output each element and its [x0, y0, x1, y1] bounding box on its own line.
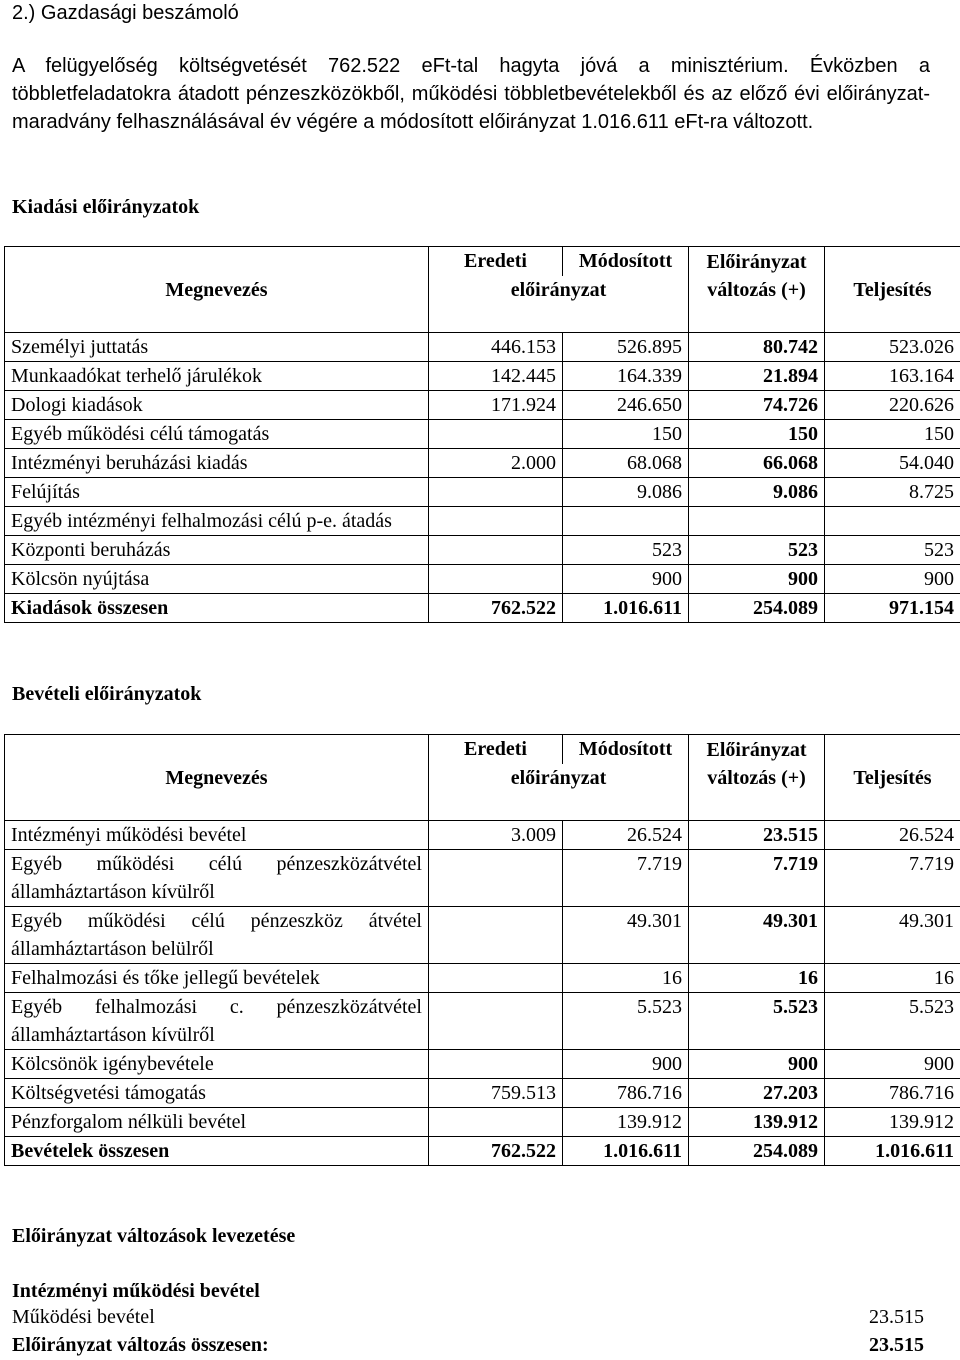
table-total-row: [5, 1137, 960, 1166]
row-original: 762.522: [429, 594, 563, 623]
row-original: 759.513: [429, 1079, 563, 1108]
row-fulfilment: 5.523: [825, 993, 960, 1050]
row-modified: 900: [563, 565, 689, 594]
intro-paragraph: A felügyelőség költségvetését 762.522 eFt-tal hagyta jóvá a minisztérium. Évközben a többletfeladatokra átadott pénzeszközökből, működési többletbevételekből és az előző évi előirányzat-maradvány felhasználásával év végére a módosított előirányzat 1.016.611 eFt-ra változott.: [12, 55, 930, 133]
row-name: Egyéb működési célú pénzeszköz átvétel államháztartáson belülről: [5, 907, 429, 964]
row-change: 66.068: [689, 449, 825, 478]
table-row: [5, 478, 960, 507]
row-change: 27.203: [689, 1079, 825, 1108]
row-modified: 900: [563, 1050, 689, 1079]
row-change: 150: [689, 420, 825, 449]
row-original: 171.924: [429, 391, 563, 420]
changes-total-row: [12, 1331, 924, 1359]
header-fulfilment: Teljesítés: [825, 247, 960, 333]
row-modified: 526.895: [563, 333, 689, 362]
table-row: [5, 850, 960, 907]
row-modified: 9.086: [563, 478, 689, 507]
changes-item-label: Működési bevétel: [12, 1306, 155, 1328]
row-name: Felújítás: [5, 478, 429, 507]
changes-item-row: [12, 1303, 924, 1331]
row-original: [429, 1108, 563, 1137]
row-change: 74.726: [689, 391, 825, 420]
row-change: 900: [689, 1050, 825, 1079]
table-row: [5, 391, 960, 420]
row-fulfilment: 971.154: [825, 594, 960, 623]
row-fulfilment: 54.040: [825, 449, 960, 478]
row-original: [429, 507, 563, 536]
row-fulfilment: 523.026: [825, 333, 960, 362]
row-name: Kiadások összesen: [5, 594, 429, 623]
table-row: [5, 821, 960, 850]
row-name: Kölcsön nyújtása: [5, 565, 429, 594]
row-modified: 139.912: [563, 1108, 689, 1137]
row-change: 21.894: [689, 362, 825, 391]
revenues-heading: Bevételi előirányzatok: [12, 683, 202, 705]
row-modified: 49.301: [563, 907, 689, 964]
table-row: [5, 333, 960, 362]
header-name: Megnevezés: [5, 247, 429, 333]
row-modified: 164.339: [563, 362, 689, 391]
row-original: [429, 964, 563, 993]
row-fulfilment: [825, 507, 960, 536]
table-row: [5, 565, 960, 594]
row-modified: 1.016.611: [563, 594, 689, 623]
row-change: 23.515: [689, 821, 825, 850]
table-row: [5, 1050, 960, 1079]
header-modified: Módosított: [563, 735, 689, 764]
row-original: [429, 850, 563, 907]
table-row: [5, 449, 960, 478]
row-fulfilment: 16: [825, 964, 960, 993]
changes-heading: Előirányzat változások levezetése: [12, 1225, 296, 1247]
table-row: [5, 507, 960, 536]
table-row: [5, 1079, 960, 1108]
row-original: [429, 420, 563, 449]
row-fulfilment: 139.912: [825, 1108, 960, 1137]
row-original: [429, 907, 563, 964]
table-row: [5, 362, 960, 391]
row-change: 9.086: [689, 478, 825, 507]
row-original: [429, 565, 563, 594]
section-title: 2.) Gazdasági beszámoló: [12, 2, 239, 24]
row-name: Költségvetési támogatás: [5, 1079, 429, 1108]
header-appropriation: előirányzat: [429, 764, 689, 821]
row-fulfilment: 900: [825, 565, 960, 594]
expenses-heading: Kiadási előirányzatok: [12, 196, 200, 218]
row-change: 523: [689, 536, 825, 565]
row-change: 5.523: [689, 993, 825, 1050]
row-name: Pénzforgalom nélküli bevétel: [5, 1108, 429, 1137]
row-original: 3.009: [429, 821, 563, 850]
row-change: 254.089: [689, 1137, 825, 1166]
header-fulfilment: Teljesítés: [825, 735, 960, 821]
row-fulfilment: 150: [825, 420, 960, 449]
row-modified: 246.650: [563, 391, 689, 420]
table-row: [5, 1108, 960, 1137]
row-name: Bevételek összesen: [5, 1137, 429, 1166]
row-name: Felhalmozási és tőke jellegű bevételek: [5, 964, 429, 993]
row-original: 446.153: [429, 333, 563, 362]
row-name: Egyéb működési célú támogatás: [5, 420, 429, 449]
changes-total-label: Előirányzat változás összesen:: [12, 1334, 269, 1356]
header-original: Eredeti: [429, 735, 563, 764]
row-modified: 150: [563, 420, 689, 449]
table-total-row: [5, 594, 960, 623]
header-change: Előirányzat változás (+): [689, 247, 825, 333]
header-change: Előirányzat változás (+): [689, 735, 825, 821]
row-original: 142.445: [429, 362, 563, 391]
row-fulfilment: 163.164: [825, 362, 960, 391]
row-modified: 26.524: [563, 821, 689, 850]
row-fulfilment: 523: [825, 536, 960, 565]
row-original: 2.000: [429, 449, 563, 478]
row-fulfilment: 900: [825, 1050, 960, 1079]
table-row: [5, 536, 960, 565]
changes-subheading: Intézményi működési bevétel: [12, 1280, 260, 1302]
table-row: [5, 420, 960, 449]
row-change: 80.742: [689, 333, 825, 362]
header-name: Megnevezés: [5, 735, 429, 821]
row-change: 7.719: [689, 850, 825, 907]
row-original: [429, 536, 563, 565]
row-modified: 786.716: [563, 1079, 689, 1108]
row-original: [429, 993, 563, 1050]
row-fulfilment: 8.725: [825, 478, 960, 507]
row-modified: 1.016.611: [563, 1137, 689, 1166]
row-fulfilment: 220.626: [825, 391, 960, 420]
row-change: 139.912: [689, 1108, 825, 1137]
row-change: [689, 507, 825, 536]
table-row: [5, 907, 960, 964]
row-modified: 68.068: [563, 449, 689, 478]
row-original: 762.522: [429, 1137, 563, 1166]
row-modified: [563, 507, 689, 536]
row-name: Központi beruházás: [5, 536, 429, 565]
row-name: Egyéb intézményi felhalmozási célú p-e. átadás: [5, 507, 429, 536]
table-row: [5, 993, 960, 1050]
row-change: 49.301: [689, 907, 825, 964]
row-name: Dologi kiadások: [5, 391, 429, 420]
row-modified: 523: [563, 536, 689, 565]
row-modified: 5.523: [563, 993, 689, 1050]
expenses-table: [4, 246, 960, 623]
table-row: [5, 964, 960, 993]
revenues-table: [4, 734, 960, 1166]
row-fulfilment: 786.716: [825, 1079, 960, 1108]
row-original: [429, 478, 563, 507]
row-modified: 7.719: [563, 850, 689, 907]
row-fulfilment: 7.719: [825, 850, 960, 907]
row-name: Egyéb felhalmozási c. pénzeszközátvétel államháztartáson kívülről: [5, 993, 429, 1050]
row-name: Személyi juttatás: [5, 333, 429, 362]
row-name: Intézményi beruházási kiadás: [5, 449, 429, 478]
row-fulfilment: 49.301: [825, 907, 960, 964]
header-original: Eredeti: [429, 247, 563, 276]
row-change: 254.089: [689, 594, 825, 623]
row-name: Kölcsönök igénybevétele: [5, 1050, 429, 1079]
changes-item-value: 23.515: [869, 1306, 924, 1328]
header-modified: Módosított: [563, 247, 689, 276]
row-fulfilment: 1.016.611: [825, 1137, 960, 1166]
row-name: Intézményi működési bevétel: [5, 821, 429, 850]
changes-total-value: 23.515: [869, 1334, 924, 1356]
row-name: Munkaadókat terhelő járulékok: [5, 362, 429, 391]
row-name: Egyéb működési célú pénzeszközátvétel államháztartáson kívülről: [5, 850, 429, 907]
row-original: [429, 1050, 563, 1079]
row-change: 900: [689, 565, 825, 594]
header-appropriation: előirányzat: [429, 276, 689, 333]
row-change: 16: [689, 964, 825, 993]
row-fulfilment: 26.524: [825, 821, 960, 850]
row-modified: 16: [563, 964, 689, 993]
